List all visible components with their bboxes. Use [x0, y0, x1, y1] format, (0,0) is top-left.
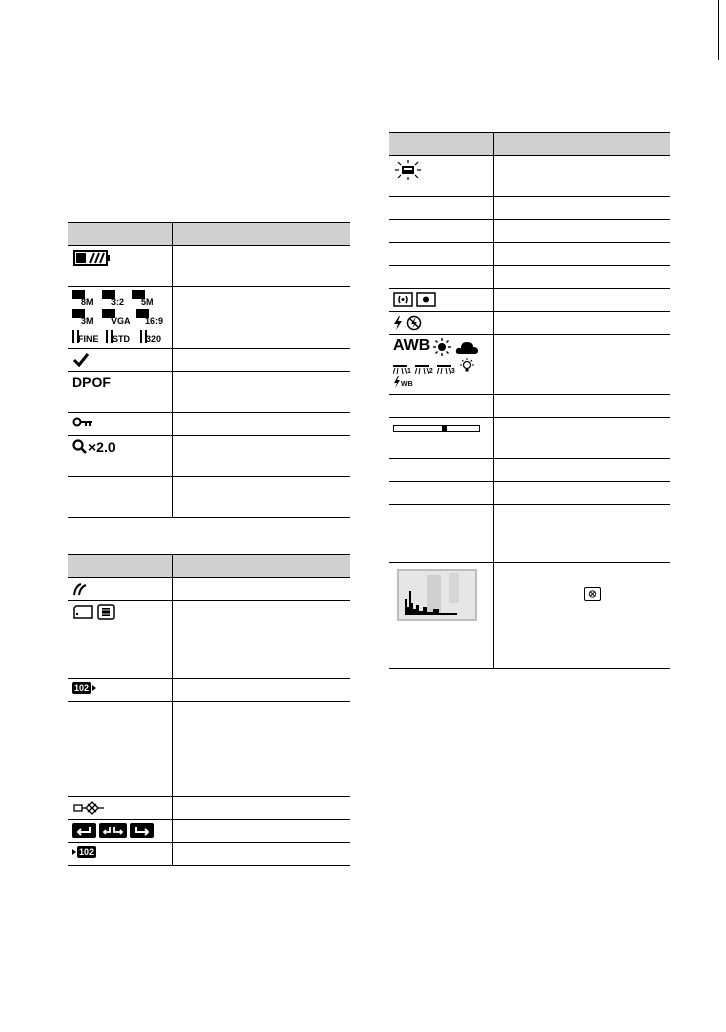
- table-row: [389, 563, 670, 669]
- table-header: [68, 555, 350, 578]
- table-row: [68, 601, 350, 679]
- folder-next-icon: [130, 823, 154, 838]
- wb-auto-icon: AWB: [393, 337, 431, 354]
- playback-folder-icon: 102: [72, 682, 96, 694]
- table-row: [389, 312, 670, 335]
- table-row: [389, 243, 670, 266]
- internal-memory-icon: [97, 604, 115, 620]
- table-row: [68, 413, 350, 436]
- table-row: [389, 482, 670, 505]
- table-row: [68, 436, 350, 477]
- histogram-icon: [397, 569, 477, 621]
- recording-media-icon: [72, 581, 88, 597]
- change-folder-icons: [68, 820, 172, 838]
- table-row: [389, 266, 670, 289]
- memory-card-icon: [72, 604, 94, 620]
- flash-auto-icon: [393, 316, 403, 330]
- protect-key-icon: [72, 416, 94, 428]
- metering-spot-icon: [416, 292, 436, 307]
- white-balance-icons: [389, 335, 493, 393]
- table-row: [389, 156, 670, 197]
- table-row: [68, 477, 350, 518]
- folder-file-number-icon: 102: [72, 846, 96, 858]
- flash-mode-icons: [389, 312, 493, 331]
- image-size-icons: [68, 287, 172, 347]
- table-row: [68, 679, 350, 702]
- zoom-scaling-icon: ×2.0: [88, 439, 116, 455]
- image-size-5m-icon: 5M: [132, 290, 158, 307]
- image-size-16-9-icon: 16:9: [136, 309, 164, 326]
- wb-flash-icon: WB: [393, 376, 413, 388]
- table-row: [68, 702, 350, 797]
- flash-off-icon: [406, 315, 422, 331]
- vibration-warning-icon: [393, 159, 423, 181]
- indicator-table-3: [389, 132, 670, 669]
- checkmark-icon: [72, 352, 90, 368]
- table-header: [389, 133, 670, 156]
- indicator-table-1: [68, 222, 350, 518]
- dpof-icon: DPOF: [72, 374, 111, 390]
- table-row: [68, 578, 350, 601]
- playback-bar-icon: [393, 425, 480, 432]
- page-edge-rule: [718, 0, 719, 60]
- image-size-3m-icon: 3M: [72, 309, 98, 326]
- table-header: [68, 223, 350, 246]
- wb-incandescent-icon: [459, 358, 475, 375]
- cancel-delete-icon: [584, 587, 601, 601]
- table-row: [68, 372, 350, 413]
- battery-remaining-icon: [72, 249, 112, 267]
- wb-fluorescent-3-icon: 3: [437, 363, 455, 375]
- folder-previous-icon: [72, 823, 96, 838]
- zoom-magnifier-icon: [72, 439, 88, 455]
- table-row: [389, 197, 670, 220]
- image-size-3-2-icon: 3:2: [102, 290, 128, 307]
- table-row: [68, 797, 350, 820]
- metering-center-weighted-icon: [393, 292, 413, 307]
- table-row: [68, 820, 350, 843]
- table-row: [68, 287, 350, 349]
- pictbridge-connecting-icon: [72, 800, 106, 816]
- playback-bar-thumb: [442, 425, 447, 432]
- movie-320-icon: 320: [140, 329, 170, 345]
- table-row: [389, 395, 670, 418]
- wb-daylight-icon: [433, 338, 451, 356]
- wb-cloudy-icon: [455, 338, 479, 355]
- movie-fine-icon: FINE: [72, 329, 102, 345]
- metering-mode-icons: [389, 289, 493, 307]
- table-row: [389, 220, 670, 243]
- table-row: [389, 289, 670, 312]
- folder-both-icon: [99, 823, 127, 838]
- movie-std-icon: STD: [106, 329, 136, 345]
- table-row: [389, 335, 670, 395]
- indicator-table-2: [68, 554, 350, 866]
- table-row: [68, 246, 350, 287]
- table-row: [68, 843, 350, 866]
- wb-fluorescent-1-icon: 1: [393, 363, 411, 375]
- image-size-8m-icon: 8M: [72, 290, 98, 307]
- memory-card-internal-memory-icons: [68, 601, 172, 620]
- table-row: [389, 459, 670, 482]
- table-row: [389, 505, 670, 563]
- table-row: [389, 418, 670, 459]
- wb-fluorescent-2-icon: 2: [415, 363, 433, 375]
- image-size-vga-icon: VGA: [102, 309, 132, 326]
- table-row: [68, 349, 350, 372]
